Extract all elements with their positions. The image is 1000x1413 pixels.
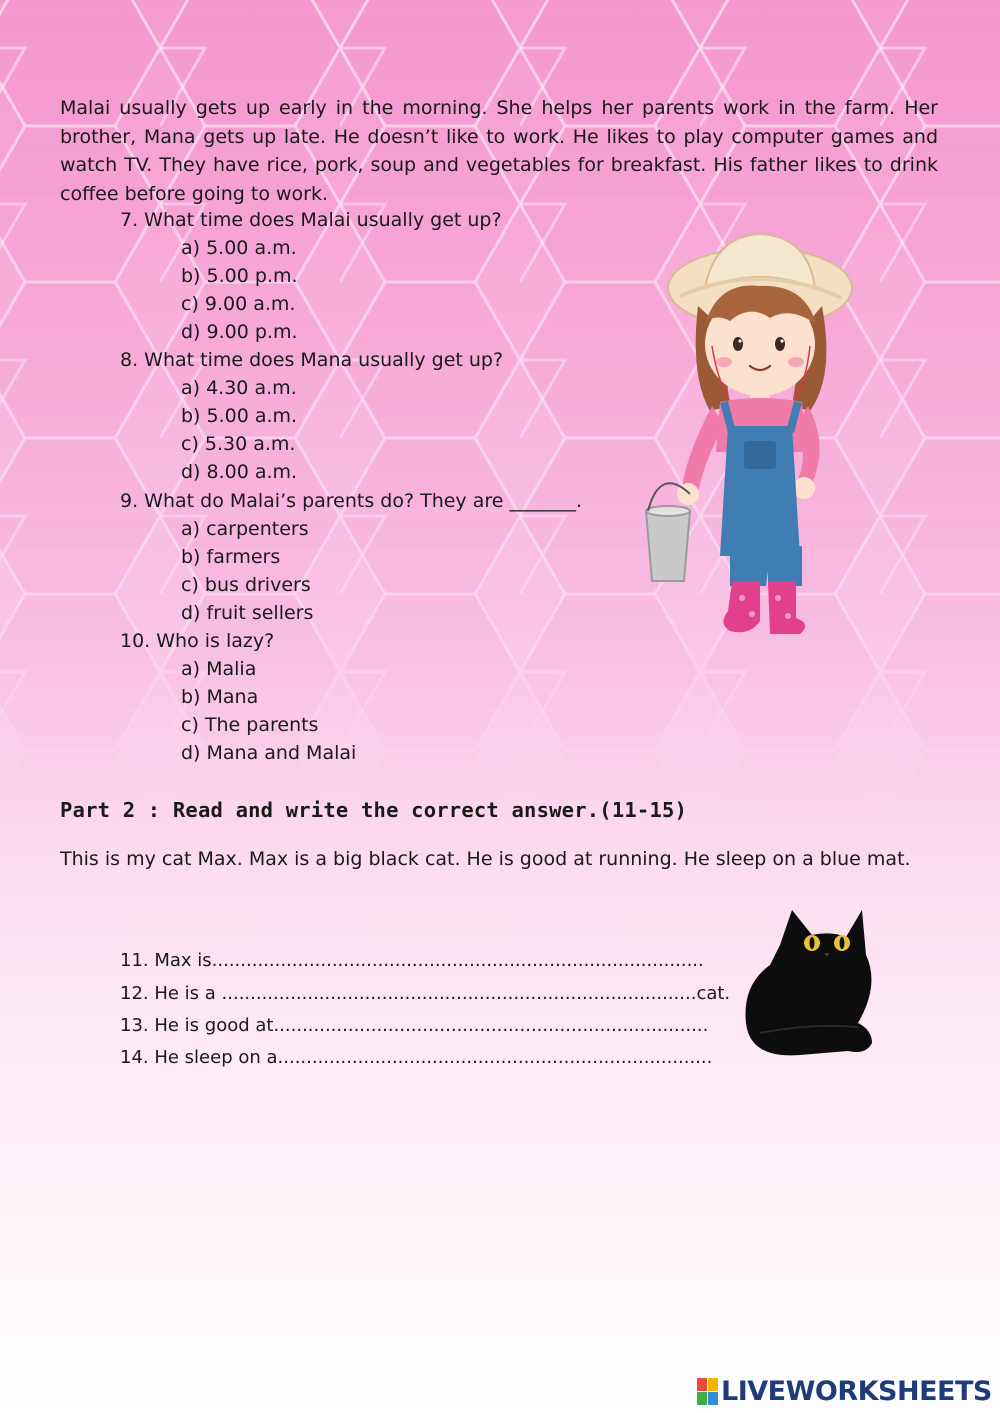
reading-passage-2 (60, 844, 938, 874)
question-8-option-a[interactable]: a) 4.30 a.m. (181, 377, 297, 399)
fill-item-13-prefix: 13. He is good at (120, 1015, 274, 1036)
liveworksheets-logo-icon (697, 1376, 719, 1406)
fill-item-13-blank[interactable]: ............................................................................ (273, 1015, 709, 1036)
reading-passage-1 (60, 94, 938, 208)
fill-item-14 (120, 1045, 712, 1071)
question-10-option-c[interactable]: c) The parents (181, 714, 319, 736)
fill-item-14-blank[interactable]: ............................................................................ (277, 1047, 713, 1068)
liveworksheets-logo[interactable] (697, 1374, 992, 1408)
question-9-option-c[interactable]: c) bus drivers (181, 574, 311, 596)
logo-square-e (708, 1392, 718, 1405)
farmer-girl-illustration (620, 226, 870, 651)
fill-item-12-blank[interactable]: ................................................................................... (221, 983, 697, 1004)
part-2-heading: Part 2 : Read and write the correct answer.(11-15) (60, 798, 688, 822)
question-8-option-b[interactable]: b) 5.00 a.m. (181, 405, 298, 427)
logo-square-i (708, 1378, 718, 1391)
question-7: 7. What time does Malai usually get up? (120, 209, 502, 231)
passage2-line-2: mat. (866, 848, 911, 870)
question-7-option-c[interactable]: c) 9.00 a.m. (181, 293, 296, 315)
fill-item-12-prefix: 12. He is a (120, 983, 222, 1004)
question-7-option-a[interactable]: a) 5.00 a.m. (181, 237, 297, 259)
passage1-line-1: Malai usually gets up early in the morning. She helps her parents work in the farm. Her (60, 97, 938, 119)
question-8-option-c[interactable]: c) 5.30 a.m. (181, 433, 296, 455)
black-cat-illustration (740, 905, 885, 1065)
question-9-option-b[interactable]: b) farmers (181, 546, 281, 568)
passage1-line-2: brother, Mana gets up late. He doesn’t like to work. He likes to play computer games and (60, 125, 938, 148)
passage1-line-3: watch TV. They have rice, pork, soup and vegetables for breakfast. His father likes to drink (60, 154, 938, 176)
logo-square-l (697, 1378, 707, 1391)
fill-item-13 (120, 1013, 708, 1039)
question-9-option-d[interactable]: d) fruit sellers (181, 602, 314, 624)
question-10-option-b[interactable]: b) Mana (181, 686, 259, 708)
question-9: 9. What do Malai’s parents do? They are _______. (120, 490, 583, 512)
question-8: 8. What time does Mana usually get up? (120, 349, 504, 371)
fill-item-11-blank[interactable]: ...................................................................................... (211, 950, 704, 971)
question-7-option-d[interactable]: d) 9.00 p.m. (181, 321, 298, 343)
logo-square-v (697, 1392, 707, 1405)
fill-item-12 (120, 981, 730, 1007)
question-10: 10. Who is lazy? (120, 630, 275, 652)
fill-item-12-suffix: cat. (696, 983, 731, 1004)
question-10-option-a[interactable]: a) Malia (181, 658, 257, 680)
question-7-option-b[interactable]: b) 5.00 p.m. (181, 265, 298, 287)
passage1-line-4: coffee before going to work. (60, 182, 329, 205)
liveworksheets-logo-text: LIVEWORKSHEETS (721, 1375, 992, 1407)
question-8-option-d[interactable]: d) 8.00 a.m. (181, 461, 298, 483)
question-9-option-a[interactable]: a) carpenters (181, 518, 309, 540)
fill-item-14-prefix: 14. He sleep on a (120, 1047, 278, 1068)
question-10-option-d[interactable]: d) Mana and Malai (181, 742, 357, 764)
passage2-line-1: This is my cat Max. Max is a big black cat. He is good at running. He sleep on a blue (60, 848, 861, 870)
fill-item-11-prefix: 11. Max is (120, 950, 212, 971)
fill-item-11 (120, 948, 704, 974)
